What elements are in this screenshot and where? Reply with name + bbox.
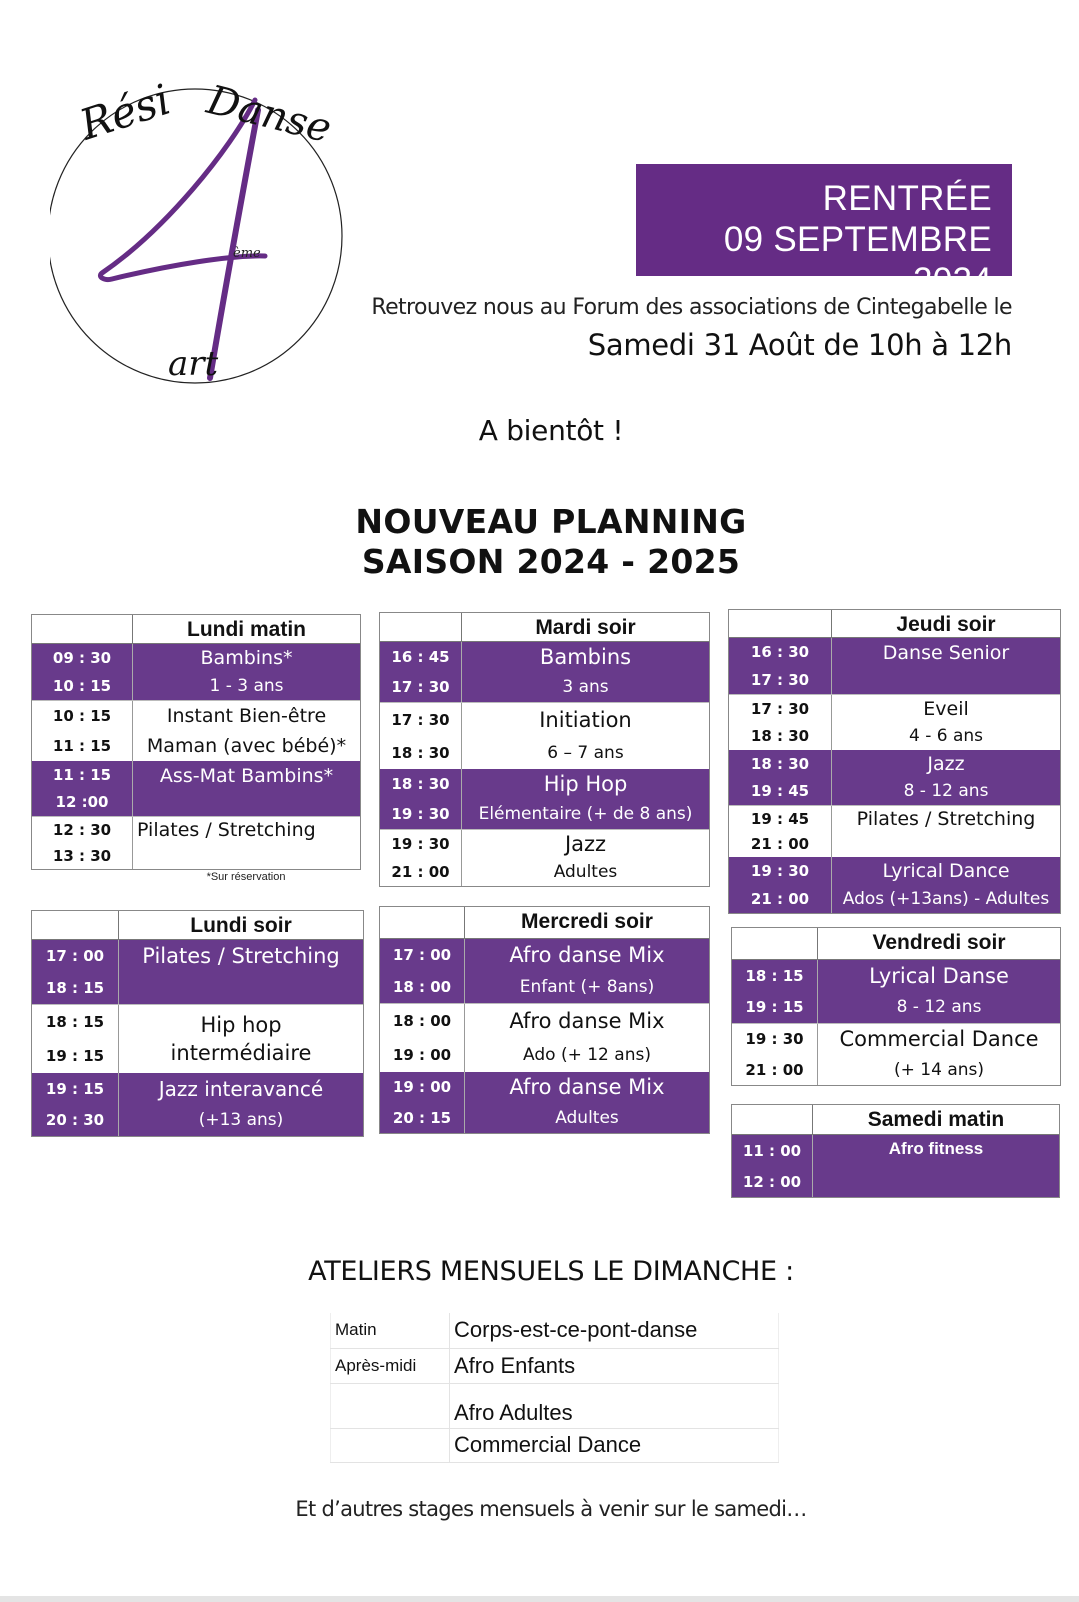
slot-activity: Danse Senior [882,642,1010,664]
rentree-title: RENTRÉE [822,179,992,218]
atelier-period: Après-midi [331,1348,450,1383]
slot-end: 20 : 15 [392,1108,452,1127]
table-row [331,1313,779,1348]
slot-activity: Pilates / Stretching [142,944,340,968]
slot-start: 17 : 00 [392,946,452,964]
slot-start: 09 : 30 [52,649,112,667]
slot-end: 10 : 15 [52,677,112,695]
atelier-activity: Afro Adultes [450,1383,779,1428]
slot-end: 12 : 00 [742,1172,802,1191]
reservation-note: *Sur réservation [206,871,286,883]
slot-end: 21 : 00 [750,835,810,854]
slot-detail: Enfant (+ 8ans) [519,977,655,997]
day-header: Lundi matin [187,618,306,641]
day-header: Mercredi soir [521,910,653,933]
slot-start: 11 : 00 [742,1141,802,1160]
slot-start: 17 : 30 [391,710,450,729]
schedule-samedi-matin [731,1104,1060,1198]
slot-detail: Ados (+13ans) - Adultes [842,889,1050,909]
slot-activity: Initiation [539,707,632,732]
slot-end: 19 : 30 [391,805,450,823]
slot-activity: Jazz [927,752,965,775]
atelier-period [331,1383,450,1428]
logo-bottom-text: art [168,344,219,384]
slot-start: 12 : 30 [52,821,112,839]
schedule-lundi-soir [31,910,364,1137]
slot-end: 20 : 30 [45,1111,105,1130]
slot-activity: Hip Hop [543,772,628,796]
slot-activity: Afro fitness [888,1139,984,1158]
schedule-vendredi-soir [731,927,1061,1086]
schedule-jeudi-soir [728,609,1061,914]
planning-title-line1: NOUVEAU PLANNING [355,502,747,541]
day-header: Jeudi soir [896,613,996,636]
logo-top-text-1: Rési [73,74,177,150]
slot-end: 18 : 15 [45,979,105,997]
slot-start: 10 : 15 [52,707,112,725]
atelier-period [331,1428,450,1462]
slot-end: 21 : 00 [745,1060,804,1079]
slot-start: 18 : 30 [750,754,810,773]
slot-activity: Bambins* [200,647,293,669]
atelier-period: Matin [331,1313,450,1348]
day-header: Vendredi soir [872,931,1006,954]
slot-start: 19 : 00 [392,1078,452,1097]
slot-start: 11 : 15 [52,765,112,784]
slot-activity: Afro danse Mix [509,1075,665,1100]
slot-end: 18 : 30 [750,727,810,746]
footer-text: Et d’autres stages mensuels à venir sur le samedi… [295,1497,807,1521]
rentree-date: 09 SEPTEMBRE 2024 [723,220,992,300]
atelier-activity: Corps-est-ce-pont-danse [450,1313,779,1348]
slot-start: 17 : 00 [45,947,105,965]
slot-start: 18 : 15 [745,966,804,985]
slot-detail: (+ 14 ans) [894,1059,984,1080]
slot-activity: Lyrical Danse [869,963,1009,988]
atelier-activity: Commercial Dance [450,1428,779,1462]
slot-end: 12 :00 [55,793,109,812]
slot-end: 19 : 00 [392,1046,452,1064]
slot-end: 19 : 15 [745,998,804,1017]
slot-end: 19 : 15 [45,1047,105,1065]
slot-start: 18 : 15 [45,1013,105,1031]
slot-detail: Ado (+ 12 ans) [523,1045,651,1065]
slot-end: 17 : 30 [391,678,450,696]
slot-activity: Ass-Mat Bambins* [159,765,334,787]
slot-detail: Elémentaire (+ de 8 ans) [478,804,693,824]
schedule-mardi-soir [379,612,710,887]
slot-activity: Hip hop [200,1013,282,1037]
forum-date: Samedi 31 Août de 10h à 12h [587,328,1012,362]
schedule-mercredi-soir [379,906,710,1134]
table-row [331,1383,779,1428]
slot-start: 19 : 30 [750,862,810,880]
slot-detail: (+13 ans) [198,1110,284,1131]
day-header: Mardi soir [535,616,636,639]
slot-activity: Bambins [539,645,632,669]
slot-activity: Pilates / Stretching [137,819,316,841]
slot-detail: 8 - 12 ans [896,997,982,1018]
slot-activity: Pilates / Stretching [856,808,1036,830]
slot-detail: 1 - 3 ans [209,676,284,696]
ateliers-title: ATELIERS MENSUELS LE DIMANCHE : [308,1256,794,1287]
ateliers-table [330,1313,779,1463]
slot-detail: Adultes [553,862,618,882]
slot-activity: Jazz interavancé [158,1076,324,1101]
slot-activity: Instant Bien-être [166,705,327,727]
table-row [331,1428,779,1462]
slot-end: 11 : 15 [52,737,112,755]
slot-detail: intermédiaire [170,1041,312,1065]
slot-detail: 8 - 12 ans [903,781,989,802]
slot-end: 21 : 00 [750,890,810,908]
slot-end: 21 : 00 [391,863,450,881]
slot-start: 17 : 30 [750,699,810,718]
logo [50,60,370,390]
slot-activity: Afro danse Mix [509,943,665,967]
slot-detail: 6 – 7 ans [547,742,624,763]
logo-artwork [50,60,370,390]
slot-detail: Adultes [555,1107,619,1128]
logo-top-text-2: Danse [202,77,336,153]
slot-end: 17 : 30 [750,671,810,689]
table-row [331,1348,779,1383]
planning-title [0,502,1079,582]
planning-title-line2: SAISON 2024 - 2025 [361,542,741,581]
schedule-lundi-matin [31,614,361,870]
slot-detail: Maman (avec bébé)* [146,735,347,757]
slot-start: 19 : 15 [45,1079,105,1098]
slot-activity: Lyrical Dance [882,860,1010,882]
greeting: A bientôt ! [478,414,624,447]
day-header: Lundi soir [190,914,292,937]
slot-activity: Commercial Dance [839,1027,1039,1052]
slot-start: 16 : 30 [750,643,810,661]
slot-start: 16 : 45 [391,648,450,666]
slot-end: 13 : 30 [52,847,112,865]
slot-end: 19 : 45 [750,782,810,801]
rentree-banner [636,164,1012,300]
slot-start: 18 : 30 [391,775,450,793]
slot-start: 19 : 30 [391,835,450,853]
slot-start: 18 : 00 [392,1012,452,1030]
slot-activity: Eveil [923,697,969,720]
slot-start: 19 : 45 [750,809,810,828]
slot-activity: Afro danse Mix [509,1009,665,1033]
slot-detail: 4 - 6 ans [908,726,984,747]
slot-end: 18 : 30 [391,743,450,762]
slot-start: 19 : 30 [745,1030,804,1049]
logo-superscript: ème [233,246,261,261]
slot-activity: Jazz [564,832,607,856]
slot-detail: 3 ans [562,677,609,697]
atelier-activity: Afro Enfants [450,1348,779,1383]
day-header: Samedi matin [867,1108,1005,1131]
forum-line: Retrouvez nous au Forum des associations de Cintegabelle le [371,295,1012,320]
bottom-bar [0,1596,1079,1602]
slot-end: 18 : 00 [392,978,452,996]
